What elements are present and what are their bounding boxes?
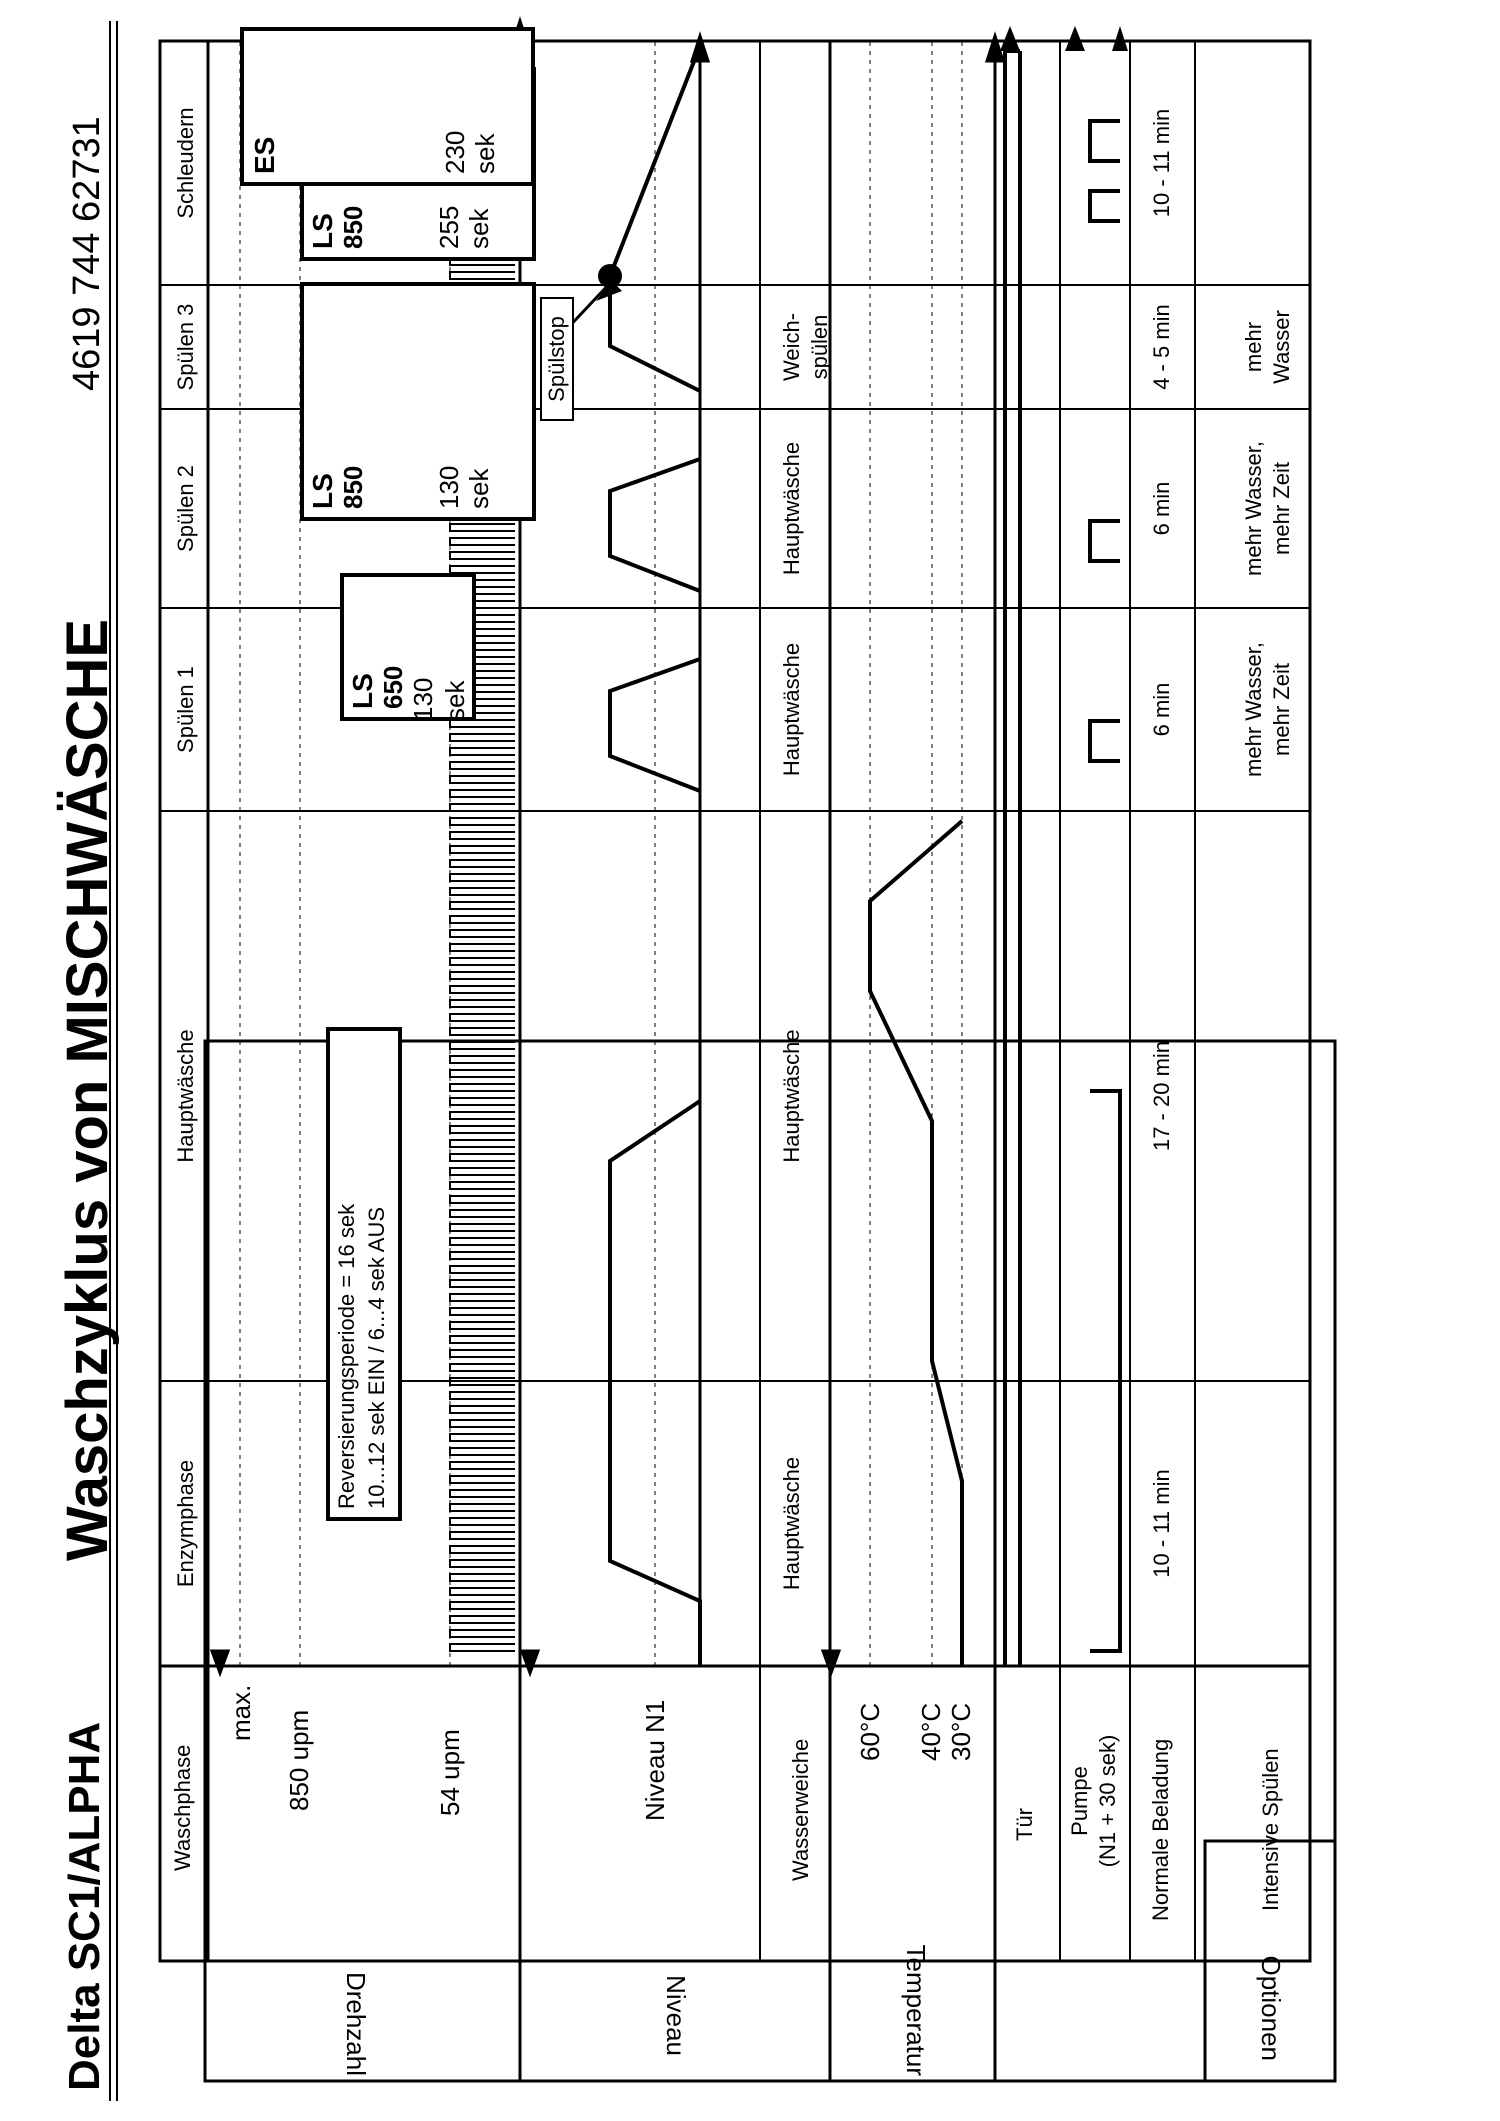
wasserweiche-cell-1: Hauptwäsche: [779, 1029, 804, 1163]
wasserweiche-cell-4: Weich- spülen: [779, 312, 832, 382]
page-title: Waschzyklus von MISCHWÄSCHE: [55, 618, 120, 1561]
document-number: 4619 744 62731: [66, 116, 108, 391]
row-label-waschphase: Waschphase: [170, 1744, 195, 1871]
section-drehzahl: Drehzahl: [341, 1971, 371, 2076]
label-max: max.: [226, 1684, 256, 1741]
label-40c: 40°C: [916, 1702, 946, 1761]
intensive-spuelen-cell-0: [1240, 1381, 1300, 1666]
wasserweiche-cell-3: Hauptwäsche: [779, 441, 804, 576]
normale-beladung-cell-4: 4 - 5 min: [1149, 304, 1174, 390]
spin-box-es: ES 230 sek: [240, 27, 535, 186]
section-temperatur: Temperatur: [901, 1944, 931, 2076]
intensive-spuelen-cell-5: [1240, 41, 1300, 285]
spuelstop-label: Spülstop: [540, 297, 574, 421]
label-niveau-n1: Niveau N1: [640, 1699, 670, 1821]
phase-header-0: Enzymphase: [173, 1459, 198, 1588]
section-optionen: Optionen: [1256, 1955, 1286, 2061]
normale-beladung-cell-3: 6 min: [1149, 481, 1174, 536]
label-60c: 60°C: [855, 1702, 885, 1761]
intensive-spuelen-cell-3: mehr Wasser, mehr Zeit: [1241, 441, 1294, 576]
wasserweiche-cell-2: Hauptwäsche: [779, 642, 804, 777]
row-label-tuer: Tür: [1012, 1808, 1037, 1841]
intensive-spuelen-cell-2: mehr Wasser, mehr Zeit: [1241, 642, 1294, 777]
wasserweiche-cell-5: [778, 41, 828, 285]
header-model: Delta SC1/ALPHA: [60, 1721, 109, 2091]
phase-header-3: Spülen 2: [173, 465, 198, 552]
spin-unit-1: sek: [440, 680, 470, 721]
phase-header-1: Hauptwäsche: [173, 1029, 198, 1163]
intensive-spuelen-cell-1: [1240, 811, 1300, 1381]
label-54-upm: 54 upm: [435, 1729, 465, 1816]
spin-time-1: 130: [408, 677, 438, 721]
spin-box-ls-850-b: LS 850 255 sek: [300, 67, 536, 261]
spin-box-ls-850-a: LS 850 130 sek: [300, 282, 536, 521]
row-label-normale: Normale Beladung: [1148, 1738, 1173, 1921]
spin-box-ls-650: LS 650: [340, 573, 476, 721]
phase-header-2: Spülen 1: [173, 666, 198, 753]
wasserweiche-cell-0: Hauptwäsche: [779, 1456, 804, 1591]
row-label-wasserweiche: Wasserweiche: [788, 1738, 813, 1881]
label-30c: 30°C: [946, 1702, 976, 1761]
reversierung-note: Reversierungsperiode = 16 sek 10...12 sek EIN / 6...4 sek AUS: [326, 1027, 402, 1521]
phase-header-5: Schleudern: [173, 107, 198, 219]
row-label-pumpe: Pumpe (N1 + 30 sek): [1067, 1734, 1120, 1868]
phase-header-4: Spülen 3: [173, 303, 198, 391]
normale-beladung-cell-0: 10 - 11 min: [1149, 1469, 1174, 1578]
normale-beladung-cell-2: 6 min: [1149, 682, 1174, 737]
intensive-spuelen-cell-4: mehr Wasser: [1241, 310, 1294, 384]
row-label-intensive: Intensive Spülen: [1258, 1748, 1283, 1911]
normale-beladung-cell-5: 10 - 11 min: [1149, 108, 1174, 218]
label-850-upm: 850 upm: [284, 1709, 314, 1811]
section-niveau: Niveau: [661, 1975, 691, 2056]
normale-beladung-cell-1: 17 - 20 min: [1149, 1040, 1174, 1152]
